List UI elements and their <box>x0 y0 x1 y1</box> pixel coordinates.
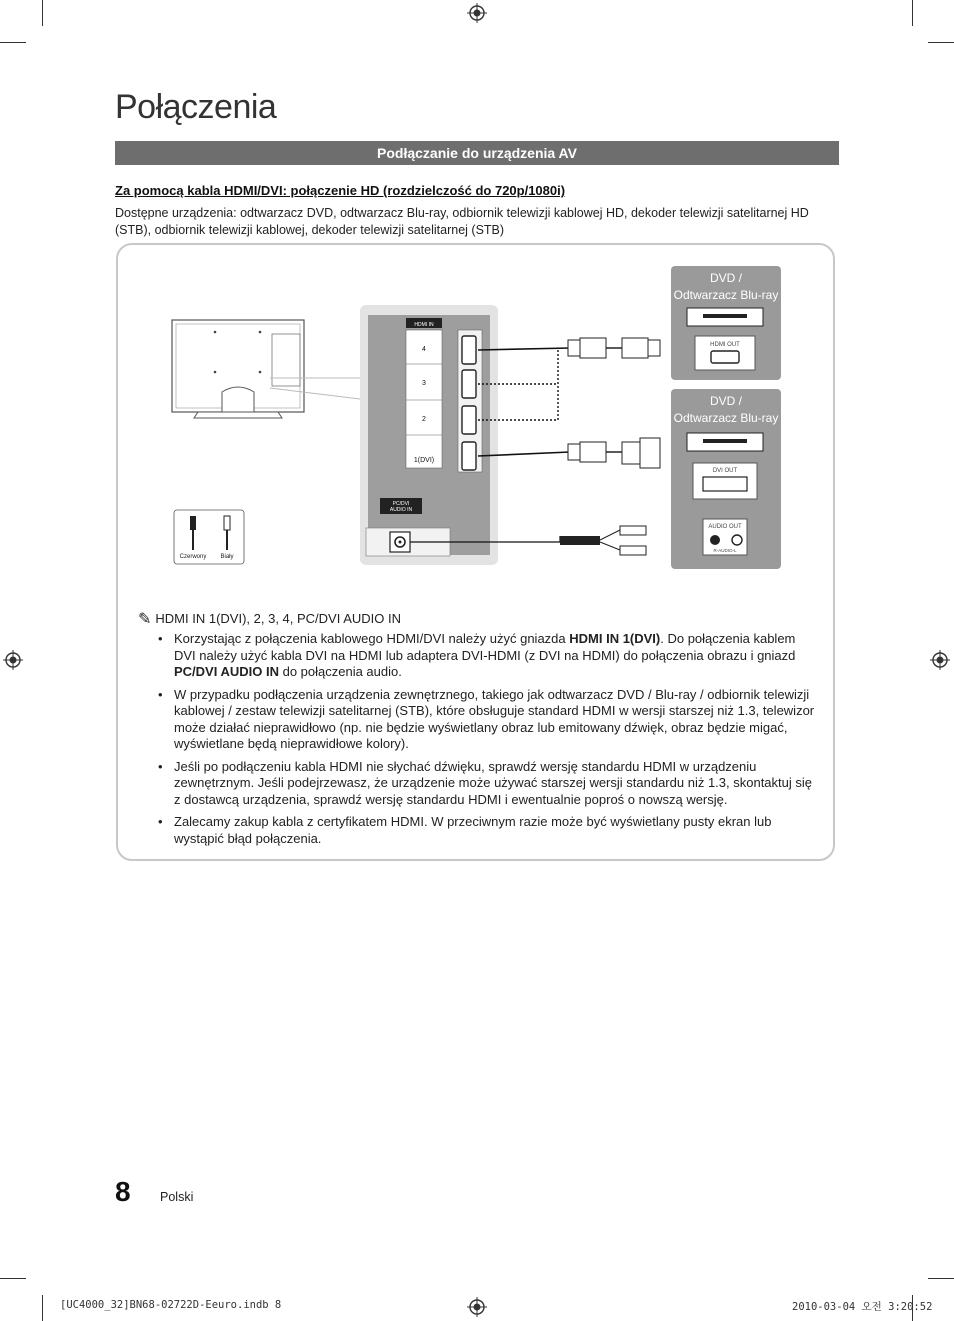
file-info: [UC4000_32]BN68-02722D-Eeuro.indb 8 <box>60 1299 282 1311</box>
crop-mark <box>0 1278 26 1279</box>
list-item: • Zalecamy zakup kabla z certyfikatem HDMI. W przeciwnym razie może być wyświetlany pusty ekran lub wystąpić błąd połączenia. <box>158 814 820 847</box>
crop-mark <box>42 0 43 26</box>
device-label-line2: Odtwarzacz Blu-ray <box>673 411 779 425</box>
registration-mark-icon <box>3 650 23 670</box>
registration-mark-icon <box>930 650 950 670</box>
crop-mark <box>0 42 26 43</box>
device-label-line1: DVD / <box>709 394 742 408</box>
hdmi-port-label: 4 <box>422 346 426 353</box>
dvd-player-icon <box>671 304 781 384</box>
device-label-line1: DVD / <box>709 271 742 285</box>
hdmi-port-label: 2 <box>422 416 426 423</box>
crop-mark <box>928 1278 954 1279</box>
tv-rear-illustration <box>172 320 368 418</box>
intro-text: Dostępne urządzenia: odtwarzacz DVD, odtwarzacz Blu-ray, odbiornik telewizji kablowej HD, dekoder telewizji satelitarnej HD (STB), odbiornik telewizji kablowej, dekoder telewizji satelitarnej (STB) <box>115 206 809 237</box>
page-number: 8 <box>115 1176 131 1207</box>
dvd-player-icon <box>671 427 781 567</box>
note-bullet-list <box>158 631 820 853</box>
hdmi-cable-plug-icon <box>568 338 660 358</box>
device-box-dvi <box>671 389 781 569</box>
dvi-hdmi-cable-icon <box>568 438 660 468</box>
pencil-icon: ✎ <box>138 611 152 628</box>
audio-out-label: AUDIO OUT <box>708 524 742 530</box>
registration-mark-icon <box>467 1297 487 1317</box>
device-box-hdmi <box>671 266 781 380</box>
pc-dvi-label: PC/DVI <box>392 501 410 507</box>
crop-mark <box>912 0 913 26</box>
dvi-out-label: DVI OUT <box>712 468 738 474</box>
section-title: Podłączanie do urządzenia AV <box>115 141 839 165</box>
list-item: • W przypadku podłączenia urządzenia zewnętrznego, takiego jak odtwarzacz DVD / Blu-ray / odbiornik telewizji kablowej / zestaw telewizji satelitarnej (STB), które obsługuje standard HDMI w wersji starszej niż 1.3, telewizor może działać nieprawidłowo (np. nie będzie wyświetlany obraz lub emitowany dźwięk, obraz będzie migać, wyświetlane będą nieprawidłowe kolory). <box>158 687 820 753</box>
audio-in-label: AUDIO IN <box>389 507 413 513</box>
page-title: Połączenia <box>115 88 277 126</box>
white-cable-label: Biały <box>220 554 234 560</box>
crop-mark <box>928 42 954 43</box>
hdmi-port-label: 3 <box>422 380 426 387</box>
audio-cable-plug-icon <box>560 526 646 555</box>
list-item: • Korzystając z połączenia kablowego HDMI/DVI należy użyć gniazda HDMI IN 1(DVI). Do połączenia kablem DVI należy użyć kabla DVI na HDMI lub adaptera DVI-HDMI (z DVI na HDMI) do połączenia obrazu i gniazd PC/DVI AUDIO IN do połączenia audio. <box>158 631 820 681</box>
red-cable-label: Czerwony <box>179 554 207 560</box>
note-heading <box>138 609 401 629</box>
hdmi-out-label: HDMI OUT <box>710 342 740 348</box>
hdmi-port-label: 1(DVI) <box>413 457 435 464</box>
print-timestamp: 2010-03-04 오전 3:20:52 <box>792 1301 933 1313</box>
list-item: • Jeśli po podłączeniu kabla HDMI nie słychać dźwięku, sprawdź wersję standardu HDMI w urządzeniu zewnętrznym. Jeśli podejrzewasz, że urządzenie może używać starszej wersji standardu niż 1.3, skontaktuj się z dostawcą urządzenia, sprawdź wersję standardu HDMI i ewentualnie poproś o nowszą wersję. <box>158 759 820 809</box>
language-label: Polski <box>160 1190 194 1204</box>
audio-channels-label: R-AUDIO-L <box>713 548 737 553</box>
tv-connector-panel <box>360 305 498 565</box>
crop-mark <box>42 1295 43 1321</box>
cable-color-legend <box>174 510 244 564</box>
subheading: Za pomocą kabla HDMI/DVI: połączenie HD (rozdzielczość do 720p/1080i) <box>115 183 566 198</box>
hdmi-in-header: HDMI IN <box>414 322 434 328</box>
registration-mark-icon <box>467 3 487 23</box>
device-label-line2: Odtwarzacz Blu-ray <box>673 288 779 302</box>
note-heading-text: HDMI IN 1(DVI), 2, 3, 4, PC/DVI AUDIO IN <box>155 611 402 626</box>
